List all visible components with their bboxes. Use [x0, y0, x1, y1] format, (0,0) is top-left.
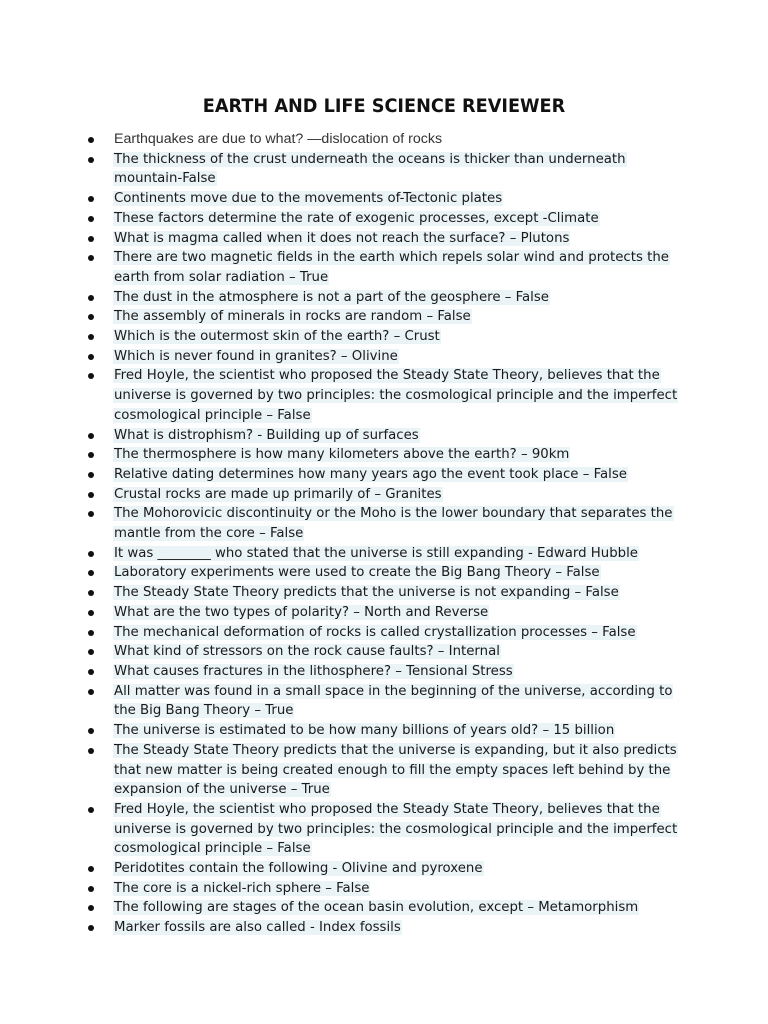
list-item-text: What kind of stressors on the rock cause faults? – Internal: [114, 644, 500, 660]
list-item: [88, 544, 688, 564]
list-item-text: There are two magnetic fields in the earth which repels solar wind and protects the earth from solar radiation – True: [114, 250, 669, 285]
bullet-icon: [88, 354, 94, 360]
bullet-icon: [88, 511, 94, 517]
bullet-icon: [88, 570, 94, 576]
bullet-icon: [88, 630, 94, 636]
list-item: [88, 563, 688, 583]
list-item: [88, 150, 688, 189]
list-item: [88, 721, 688, 741]
list-item: [88, 327, 688, 347]
bullet-icon: [88, 472, 94, 478]
list-item: [88, 229, 688, 249]
bullet-icon: [88, 334, 94, 340]
list-item-text: What causes fractures in the lithosphere? – Tensional Stress: [114, 663, 513, 679]
list-item-text: The Steady State Theory predicts that the universe is not expanding – False: [114, 585, 619, 601]
bullet-icon: [88, 610, 94, 616]
bullet-icon: [88, 590, 94, 596]
bullet-icon: [88, 314, 94, 320]
list-item-text: Crustal rocks are made up primarily of – Granites: [114, 486, 442, 502]
bullet-icon: [88, 689, 94, 695]
list-item-text: The core is a nickel-rich sphere – False: [114, 880, 370, 896]
list-item: [88, 682, 688, 721]
bullet-icon: [88, 236, 94, 242]
list-item-text: Marker fossils are also called - Index fossils: [114, 920, 401, 936]
list-item: [88, 879, 688, 899]
bullet-icon: [88, 649, 94, 655]
list-item-text: The thermosphere is how many kilometers above the earth? – 90km: [114, 447, 570, 463]
list-item-text: What is magma called when it does not reach the surface? – Plutons: [114, 230, 570, 246]
list-item-text: Earthquakes are due to what? —dislocation of rocks: [114, 131, 443, 147]
list-item: [88, 800, 688, 859]
list-item: [88, 445, 688, 465]
list-item-text: The dust in the atmosphere is not a part of the geosphere – False: [114, 289, 549, 305]
list-item: [88, 504, 688, 543]
bullet-icon: [88, 157, 94, 163]
bullet-icon: [88, 925, 94, 931]
list-item-text: What is distrophism? - Building up of surfaces: [114, 427, 419, 443]
bullet-icon: [88, 373, 94, 379]
list-item: [88, 347, 688, 367]
bullet-icon: [88, 728, 94, 734]
list-item: [88, 859, 688, 879]
list-item: [88, 623, 688, 643]
bullet-icon: [88, 905, 94, 911]
bullet-icon: [88, 748, 94, 754]
list-item-text: Laboratory experiments were used to create the Big Bang Theory – False: [114, 565, 600, 581]
bullet-icon: [88, 866, 94, 872]
list-item: [88, 307, 688, 327]
bullet-icon: [88, 433, 94, 439]
bullet-icon: [88, 216, 94, 222]
bullet-icon: [88, 196, 94, 202]
list-item-text: All matter was found in a small space in the beginning of the universe, according to the Big Bang Theory – True: [114, 683, 673, 719]
list-item: [88, 366, 688, 425]
list-item: [88, 642, 688, 662]
bullet-icon: [88, 452, 94, 458]
bullet-icon: [88, 492, 94, 498]
list-item: [88, 662, 688, 682]
list-item: [88, 288, 688, 308]
list-item-text: The Steady State Theory predicts that the universe is expanding, but it also predicts that new matter is being created enough to fill the empty spaces left behind by the expansion of the universe – True: [114, 742, 677, 798]
bullet-icon: [88, 807, 94, 813]
list-item-text: These factors determine the rate of exogenic processes, except -Climate: [114, 210, 599, 226]
bullet-icon: [88, 295, 94, 301]
list-item-text: What are the two types of polarity? – North and Reverse: [114, 604, 489, 620]
list-item-text: Fred Hoyle, the scientist who proposed the Steady State Theory, believes that the universe is governed by two principles: the cosmological principle and the imperfect cosmological principle – False: [114, 368, 678, 423]
bullet-icon: [88, 137, 94, 143]
list-item: [88, 485, 688, 505]
list-item: [88, 130, 688, 150]
list-item-text: Which is never found in granites? – Olivine: [114, 348, 398, 364]
list-item-text: Fred Hoyle, the scientist who proposed the Steady State Theory, believes that the universe is governed by two principles: the cosmological principle and the imperfect cosmological principle – False: [114, 801, 678, 857]
list-item-text: Which is the outermost skin of the earth? – Crust: [114, 329, 440, 345]
list-item: [88, 741, 688, 800]
reviewer-list: [88, 130, 688, 938]
list-item: [88, 248, 688, 287]
list-item: [88, 603, 688, 623]
list-item: [88, 465, 688, 485]
page-title: EARTH AND LIFE SCIENCE REVIEWER: [202, 95, 566, 117]
list-item-text: The assembly of minerals in rocks are random – False: [114, 309, 471, 325]
bullet-icon: [88, 255, 94, 261]
list-item: [88, 583, 688, 603]
list-item-text: The Mohorovicic discontinuity or the Moho is the lower boundary that separates the mantle from the core – False: [114, 506, 673, 542]
list-item: [88, 209, 688, 229]
list-item-text: The following are stages of the ocean basin evolution, except – Metamorphism: [114, 900, 639, 916]
list-item-text: Peridotites contain the following - Olivine and pyroxene: [114, 861, 483, 877]
list-item: [88, 918, 688, 938]
list-item: [88, 189, 688, 209]
bullet-icon: [88, 886, 94, 892]
list-item: [88, 898, 688, 918]
list-item-text: The thickness of the crust underneath the oceans is thicker than underneath mountain-False: [114, 151, 626, 187]
list-item-text: Continents move due to the movements of-Tectonic plates: [114, 191, 503, 207]
bullet-icon: [88, 669, 94, 675]
bullet-icon: [88, 551, 94, 557]
list-item-text: The mechanical deformation of rocks is called crystallization processes – False: [114, 624, 636, 640]
list-item: [88, 426, 688, 446]
list-item-text: It was ________ who stated that the universe is still expanding - Edward Hubble: [114, 545, 638, 561]
list-item-text: The universe is estimated to be how many billions of years old? – 15 billion: [114, 723, 615, 739]
list-item-text: Relative dating determines how many years ago the event took place – False: [114, 466, 627, 482]
